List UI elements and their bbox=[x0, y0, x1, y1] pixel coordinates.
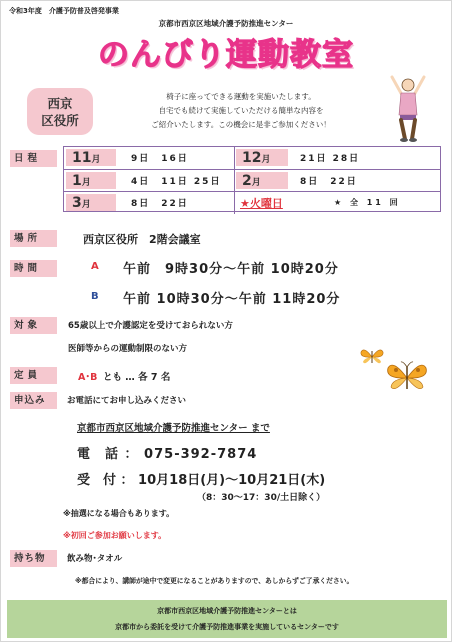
month-january: 1月 bbox=[66, 172, 116, 189]
ward-badge-line1: 西京 bbox=[47, 95, 73, 111]
schedule-row bbox=[64, 191, 440, 213]
capacity-value: とも … 各 7 名 bbox=[103, 372, 171, 383]
capacity-group: A･B bbox=[78, 372, 98, 383]
intro-line: 椅子に座ってできる運動を実施いたします。 bbox=[166, 92, 316, 101]
apply-period: 受 付 ： 10月18日(月)～10月21日(木) bbox=[77, 473, 326, 488]
dates-february: 8日 22日 bbox=[300, 177, 358, 187]
exercising-person-illustration bbox=[386, 73, 431, 143]
footer-box bbox=[7, 600, 447, 638]
apply-contact: 京都市西京区地域介護予防推進センター まで bbox=[77, 423, 270, 434]
time-b-label: B bbox=[91, 291, 99, 302]
target-line2: 医師等からの運動制限のない方 bbox=[68, 344, 188, 354]
ward-badge-line2: 区役所 bbox=[41, 112, 79, 128]
intro-line: ご紹介いたします。この機会に是非ご参加ください！ bbox=[151, 120, 331, 129]
dates-january: 4日 11日 25日 bbox=[131, 177, 222, 187]
time-a-label: A bbox=[91, 261, 99, 272]
apply-method: お電話にてお申し込みください bbox=[67, 396, 187, 406]
label-time: 時間 bbox=[10, 260, 57, 277]
organizer-name: 京都市西京区地域介護予防推進センター bbox=[158, 19, 294, 28]
page-title: のんびり運動教室 bbox=[98, 37, 354, 73]
ward-badge bbox=[27, 88, 93, 135]
label-bring: 持ち物 bbox=[10, 550, 57, 567]
label-apply: 申込み bbox=[10, 392, 57, 409]
dates-march: 8日 22日 bbox=[131, 199, 189, 209]
large-butterfly-icon bbox=[385, 359, 429, 397]
footer-line2: 京都市から委託を受けて介護予防推進事業を実施しているセンターです bbox=[115, 623, 339, 631]
dates-november: 9日 16日 bbox=[131, 154, 189, 164]
apply-hours: （8：30～17：30/土日除く） bbox=[197, 493, 326, 503]
month-november: 11月 bbox=[66, 149, 116, 166]
schedule-table bbox=[63, 146, 441, 212]
label-schedule: 日程 bbox=[10, 150, 57, 167]
label-target: 対象 bbox=[10, 317, 57, 334]
schedule-row bbox=[64, 147, 440, 169]
apply-phone: 電 話 ： 075-392-7874 bbox=[77, 447, 258, 462]
intro-line: 自宅でも続けて実施していただける簡単な内容を bbox=[158, 106, 324, 115]
month-december: 12月 bbox=[236, 149, 288, 166]
time-a-value: 午前 9時30分～午前 10時20分 bbox=[123, 262, 339, 277]
divider bbox=[234, 170, 235, 192]
lottery-note: ※抽選になる場合もあります。 bbox=[63, 509, 175, 518]
place-value: 西京区役所 2階会議室 bbox=[83, 233, 201, 246]
instructor-note: ※都合により、講師が途中で変更になることがありますので、あしからずご了承ください。 bbox=[75, 577, 354, 585]
fiscal-note: 令和3年度 介護予防普及啓発事業 bbox=[9, 7, 119, 15]
first-time-note: ※初回ご参加お願いします。 bbox=[63, 531, 167, 540]
divider bbox=[234, 192, 235, 214]
time-b-value: 午前 10時30分～午前 11時20分 bbox=[123, 292, 341, 307]
small-butterfly-icon bbox=[359, 346, 385, 368]
label-capacity: 定員 bbox=[10, 367, 57, 384]
label-place: 場所 bbox=[10, 230, 57, 247]
target-line1: 65歳以上で介護認定を受けておられない方 bbox=[68, 321, 233, 331]
bring-value: 飲み物･タオル bbox=[67, 554, 123, 564]
month-february: 2月 bbox=[236, 172, 288, 189]
intro-text bbox=[91, 90, 391, 132]
divider bbox=[234, 147, 235, 169]
dates-december: 21日 28日 bbox=[300, 154, 361, 164]
footer-line1: 京都市西京区地域介護予防推進センターとは bbox=[157, 607, 297, 615]
total-sessions: ★ 全 11 回 bbox=[334, 198, 401, 207]
month-march: 3月 bbox=[66, 194, 116, 211]
schedule-row bbox=[64, 169, 440, 191]
weekday-tuesday: ★火曜日 bbox=[240, 197, 283, 210]
